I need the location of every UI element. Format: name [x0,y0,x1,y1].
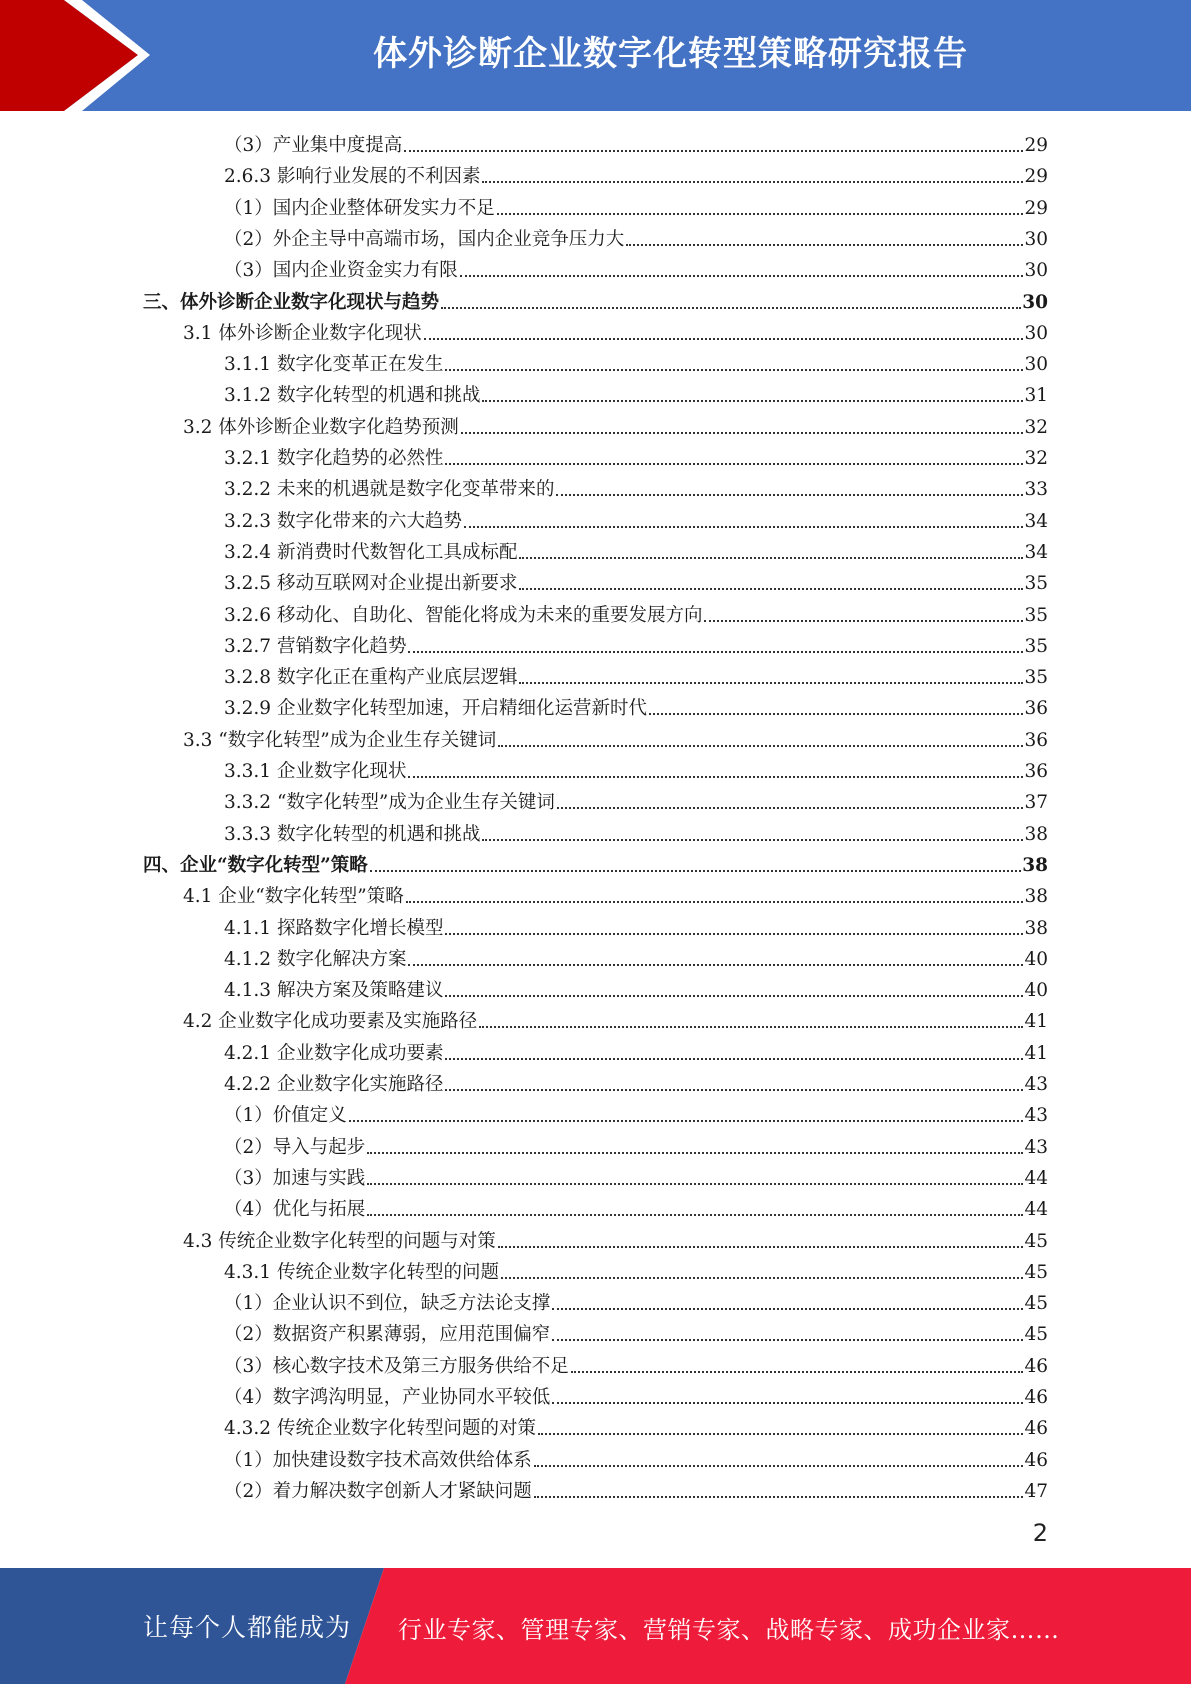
toc-entry-page: 32 [1024,416,1048,438]
toc-dot-leader [557,807,1024,809]
toc-dot-leader [424,338,1024,340]
toc-dot-leader [534,1496,1024,1498]
toc-entry-page: 37 [1024,792,1048,814]
toc-dot-leader [552,1402,1023,1404]
toc-entry-page: 32 [1024,448,1048,469]
toc-entry-label: 3.3 “数字化转型”成为企业生存关键词 [183,729,497,751]
toc-entry-label: 4.1.2 数字化解决方案 [224,948,407,970]
toc-entry-label: 4.3 传统企业数字化转型的问题与对策 [183,1230,496,1252]
toc-entry-page: 36 [1024,698,1048,720]
toc-dot-leader [461,432,1024,434]
toc-entry-label: 4.1.1 探路数字化增长模型 [224,917,444,939]
toc-entry-page: 46 [1024,1355,1048,1377]
toc-entry-label: （2）着力解决数字创新人才紧缺问题 [224,1480,532,1502]
toc-entry-label: （1）国内企业整体研发实力不足 [224,197,495,219]
toc-entry-page: 30 [1022,291,1048,313]
toc-entry[interactable] [224,784,1048,815]
toc-dot-leader [552,1339,1023,1341]
toc-entry-label: 4.1.3 解决方案及策略建议 [224,980,444,1002]
toc-entry-page: 30 [1024,322,1048,344]
toc-entry-page: 43 [1024,1136,1048,1158]
toc-entry-page: 34 [1024,541,1048,563]
toc-entry-label: 4.2.2 企业数字化实施路径 [224,1074,444,1095]
toc-entry[interactable] [224,221,1048,252]
toc-entry-page: 29 [1024,135,1048,156]
toc-entry-page: 40 [1024,980,1048,1002]
toc-dot-leader [441,307,1021,309]
toc-entry-label: 4.1 企业“数字化转型”策略 [183,886,404,908]
toc-dot-leader [445,1058,1023,1060]
toc-dot-leader [501,1277,1023,1279]
toc-entry[interactable] [224,753,1048,784]
toc-dot-leader [445,933,1023,935]
toc-dot-leader [497,213,1024,215]
toc-entry-label: 3.2.4 新消费时代数智化工具成标配 [224,541,518,563]
toc-dot-leader [404,150,1023,152]
toc-entry-label: 3.2.6 移动化、自助化、智能化将成为未来的重要发展方向 [224,604,703,626]
toc-dot-leader [464,526,1023,528]
toc-dot-leader [408,651,1023,653]
toc-dot-leader [349,1120,1024,1122]
toc-entry[interactable] [224,377,1048,408]
toc-entry-label: 3.2.1 数字化趋势的必然性 [224,448,444,469]
toc-entry-page: 45 [1024,1293,1048,1315]
toc-entry-label: 3.2.5 移动互联网对企业提出新要求 [224,573,518,595]
toc-entry-label: （1）企业认识不到位，缺乏方法论支撑 [224,1293,551,1315]
toc-dot-leader [445,1089,1023,1091]
toc-entry-label: 三、体外诊断企业数字化现状与趋势 [143,291,440,313]
toc-entry-label: 3.3.2 “数字化转型”成为企业生存关键词 [224,792,555,814]
toc-entry-page: 30 [1024,228,1048,250]
toc-entry-label: 3.2.2 未来的机遇就是数字化变革带来的 [224,479,555,501]
toc-entry-page: 43 [1024,1074,1048,1095]
toc-entry[interactable] [224,534,1048,565]
toc-entry[interactable] [183,1003,1048,1034]
toc-entry[interactable] [224,597,1048,628]
toc-entry-label: 3.2 体外诊断企业数字化趋势预测 [183,416,459,438]
toc-dot-leader [626,244,1023,246]
toc-dot-leader [498,1246,1024,1248]
toc-entry-label: （2）外企主导中高端市场，国内企业竞争压力大 [224,228,625,250]
toc-entry-label: 2.6.3 影响行业发展的不利因素 [224,166,481,188]
toc-entry-page: 30 [1024,260,1048,282]
toc-entry-page: 35 [1024,667,1048,689]
toc-entry-page: 34 [1024,510,1048,532]
toc-entry[interactable] [224,503,1048,534]
toc-entry[interactable] [224,972,1048,1003]
toc-entry-label: （1）加快建设数字技术高效供给体系 [224,1449,532,1471]
toc-entry-label: 3.2.9 企业数字化转型加速，开启精细化运营新时代 [224,698,647,720]
toc-entry-label: （2）数据资产积累薄弱，应用范围偏窄 [224,1324,551,1346]
toc-entry-page: 38 [1024,917,1048,939]
toc-entry-label: 3.3.1 企业数字化现状 [224,761,407,782]
toc-entry[interactable] [224,158,1048,189]
toc-dot-leader [571,1371,1024,1373]
toc-entry[interactable] [224,440,1048,471]
toc-entry[interactable] [224,1097,1048,1128]
toc-entry-page: 45 [1024,1230,1048,1252]
toc-entry-label: （3）国内企业资金实力有限 [224,260,458,282]
toc-dot-leader [534,1465,1024,1467]
toc-entry[interactable] [224,1379,1048,1410]
toc-entry-label: （3）加速与实践 [224,1167,366,1189]
toc-dot-leader [367,1152,1023,1154]
toc-dot-leader [408,776,1023,778]
toc-entry[interactable] [224,941,1048,972]
toc-entry-page: 36 [1024,729,1048,751]
toc-entry-label: （1）价值定义 [224,1105,347,1127]
toc-entry-label: （4）数字鸿沟明显，产业协同水平较低 [224,1387,551,1408]
toc-entry[interactable] [183,409,1048,440]
toc-entry[interactable] [224,659,1048,690]
toc-dot-leader [519,588,1023,590]
toc-entry-page: 44 [1024,1199,1048,1221]
toc-entry[interactable] [224,1285,1048,1316]
toc-entry[interactable] [183,315,1048,346]
toc-dot-leader [367,1214,1023,1216]
toc-entry-page: 33 [1024,479,1048,501]
toc-entry-label: （2）导入与起步 [224,1136,366,1158]
toc-entry-page: 35 [1024,635,1048,657]
toc-dot-leader [367,1183,1023,1185]
toc-entry[interactable] [224,127,1048,158]
toc-dot-leader [482,839,1023,841]
toc-dot-leader [704,620,1023,622]
toc-entry-page: 35 [1024,604,1048,626]
toc-entry-page: 38 [1024,886,1048,908]
toc-dot-leader [445,995,1023,997]
toc-entry-page: 36 [1024,761,1048,782]
toc-entry-page: 38 [1024,823,1048,845]
toc-entry[interactable] [224,816,1048,847]
toc-entry-label: 3.2.3 数字化带来的六大趋势 [224,510,462,532]
toc-entry[interactable] [183,722,1048,753]
toc-entry[interactable] [224,628,1048,659]
toc-entry[interactable] [183,878,1048,909]
toc-entry-page: 45 [1024,1324,1048,1346]
toc-entry[interactable] [183,1223,1048,1254]
toc-entry-page: 46 [1024,1449,1048,1471]
toc-entry-label: 3.2.7 营销数字化趋势 [224,635,407,657]
toc-entry[interactable] [224,252,1048,283]
report-title: 体外诊断企业数字化转型策略研究报告 [373,34,968,74]
toc-dot-leader [408,964,1023,966]
toc-entry[interactable] [224,1191,1048,1222]
toc-entry-label: 四、企业“数字化转型”策略 [143,854,368,876]
toc-dot-leader [552,1308,1023,1310]
toc-entry-page: 40 [1024,948,1048,970]
toc-dot-leader [519,557,1023,559]
toc-entry-label: 3.3.3 数字化转型的机遇和挑战 [224,823,481,845]
toc-entry-label: 3.2.8 数字化正在重构产业底层逻辑 [224,667,518,689]
toc-entry[interactable] [224,1473,1048,1504]
toc-entry-page: 43 [1024,1105,1048,1127]
toc-entry[interactable] [224,910,1048,941]
toc-entry[interactable] [224,1035,1048,1066]
toc-dot-leader [556,494,1023,496]
toc-dot-leader [370,870,1021,872]
toc-entry-label: （3）产业集中度提高 [224,135,403,156]
toc-dot-leader [649,713,1023,715]
toc-dot-leader [445,463,1023,465]
toc-dot-leader [406,901,1024,903]
toc-entry-page: 46 [1024,1387,1048,1408]
toc-entry-page: 29 [1024,166,1048,188]
toc-entry-label: 3.1.2 数字化转型的机遇和挑战 [224,385,481,407]
toc-entry[interactable] [224,1442,1048,1473]
footer-slogan-left: 让每个人都能成为 [143,1613,352,1642]
toc-entry[interactable] [224,1410,1048,1441]
toc-entry[interactable] [224,471,1048,502]
toc-entry-label: 4.3.2 传统企业数字化转型问题的对策 [224,1418,536,1440]
toc-entry-page: 35 [1024,573,1048,595]
toc-entry-page: 31 [1024,385,1048,407]
toc-entry-label: （4）优化与拓展 [224,1199,366,1221]
toc-dot-leader [519,682,1023,684]
footer-slogan-right: 行业专家、管理专家、营销专家、战略专家、成功企业家…… [398,1616,1060,1644]
toc-entry-label: （3）核心数字技术及第三方服务供给不足 [224,1355,569,1377]
toc-dot-leader [482,400,1023,402]
toc-entry[interactable] [224,565,1048,596]
toc-entry-page: 30 [1024,354,1048,376]
toc-entry-page: 41 [1024,1042,1048,1064]
toc-dot-leader [445,369,1023,371]
toc-entry[interactable] [224,1316,1048,1347]
toc-entry[interactable] [224,1254,1048,1285]
toc-entry[interactable] [224,1066,1048,1097]
report-header [0,0,1191,111]
toc-entry[interactable] [224,190,1048,221]
toc-dot-leader [482,181,1023,183]
page-footer [0,1568,1191,1684]
toc-entry[interactable] [224,1160,1048,1191]
toc-entry-label: 4.2 企业数字化成功要素及实施路径 [183,1011,478,1033]
page-number: 2 [1032,1519,1048,1547]
toc-entry-page: 46 [1024,1418,1048,1440]
toc-entry-label: 4.3.1 传统企业数字化转型的问题 [224,1261,499,1283]
toc-entry-label: 4.2.1 企业数字化成功要素 [224,1042,444,1064]
toc-entry[interactable] [224,346,1048,377]
toc-entry-page: 29 [1024,197,1048,219]
toc-entry-page: 45 [1024,1261,1048,1283]
toc-entry[interactable] [224,690,1048,721]
toc-entry-page: 38 [1022,854,1048,876]
toc-entry[interactable] [224,1129,1048,1160]
toc-dot-leader [479,1026,1023,1028]
toc-entry-page: 47 [1024,1480,1048,1502]
toc-dot-leader [538,1433,1023,1435]
toc-entry-page: 41 [1024,1011,1048,1033]
toc-entry-page: 44 [1024,1167,1048,1189]
toc-entry[interactable] [143,847,1048,878]
toc-entry[interactable] [143,284,1048,315]
toc-entry[interactable] [224,1348,1048,1379]
toc-entry-label: 3.1 体外诊断企业数字化现状 [183,322,422,344]
toc-entry-label: 3.1.1 数字化变革正在发生 [224,354,444,376]
toc-dot-leader [498,745,1023,747]
toc-dot-leader [460,275,1024,277]
